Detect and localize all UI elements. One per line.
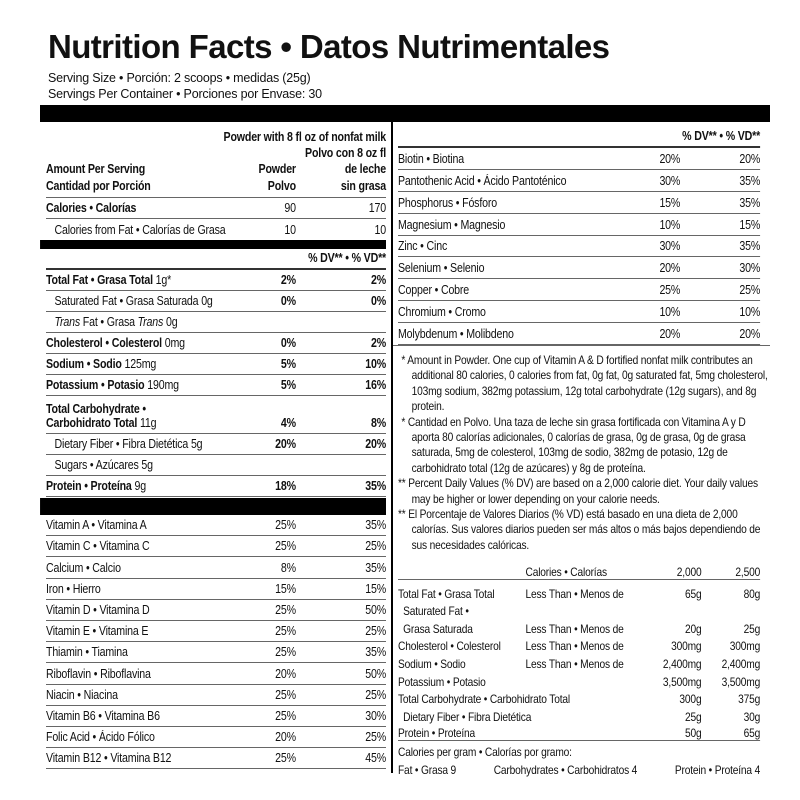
cell: 25g [743,621,761,636]
milk-label-es: sin grasa [340,179,386,193]
thick-divider [40,240,386,249]
vitamin-label: Calcium • Calcio [46,560,121,575]
dv-milk: 50% [365,602,386,617]
vitamin-row [398,148,760,170]
dv-powder: 18% [275,479,296,493]
footnote: ** Percent Daily Values (% DV) are based on a 2,000 calorie diet. Your daily values may be higher or lower depending on your calorie needs. [398,476,758,506]
dv-milk: 15% [365,581,386,596]
calories-label: Calories • Calorías [46,201,137,215]
nutrient-amount: 190mg [144,378,179,392]
dv-powder: 20% [659,261,681,276]
divider [393,345,770,346]
powder-label-es: Polvo [267,179,296,193]
nutrient-amount: 9g [131,479,146,493]
nutrient-name: Total Carbohydrate • [46,402,146,416]
dv-milk: 25% [365,730,386,745]
nutrient-label [55,315,254,329]
dv-powder: 25% [275,624,296,639]
vitamin-label: Vitamin B12 • Vitamina B12 [46,751,172,766]
fat-per-gram: Fat • Grasa 9 [398,763,457,778]
cell: 2,000 [676,565,702,579]
cell: Cholesterol • Colesterol [398,639,501,654]
vitamin-label: Niacin • Niacina [46,687,118,702]
vitamin-label: Chromium • Cromo [398,305,486,320]
footnote: * Cantidad en Polvo. Una taza de leche sin grasa fortificada con Vitamina A y D aporta 80 calorías adicionales, 0 calorías de grasa, 0g de grasa, 0g de grasa saturada, 5mg de colesterol, 103mg de sodio, 382mg de potasio, 12g de carbohidrato total (12g de azúcares) y 8g de proteína. [401,414,746,475]
dv-milk: 20% [365,437,386,451]
nutrient-label [46,378,253,392]
vitamin-row [398,170,760,192]
dv-powder: 15% [659,195,681,210]
dv-milk: 15% [739,217,761,232]
cell: Grasa Saturada [403,621,473,636]
cell: Potassium • Potasio [398,674,486,689]
dv-powder: 8% [280,560,296,575]
nutrient-label [46,273,253,287]
nutrient-amount: Dietary Fiber • Fibra Dietética 5g [54,437,203,451]
dv-header: % DV** • % VD** [682,129,761,143]
vitamin-label: Vitamin A • Vitamina A [46,518,147,533]
vitamin-row [398,279,760,301]
dv-milk: 30% [365,708,386,723]
nutrient-amount: Sugars • Azúcares 5g [54,458,153,472]
dv-milk: 35% [365,518,386,533]
vitamin-label: Selenium • Selenio [398,261,485,276]
with-milk-label: Powder with 8 fl oz of nonfat milk [223,130,386,144]
dv-milk: 35% [739,173,761,188]
footnote: ** El Porcentaje de Valores Diarios (% VD) está basado en una dieta de 2,000 calorías. Sus valores diarios pueden ser más altos o más bajos dependiendo de sus necesidades calóricas. [398,507,761,552]
dv-milk: 25% [739,283,761,298]
cell: 65g [684,586,702,601]
dv-powder: 25% [275,687,296,702]
nutrient-label [55,437,254,451]
dv-powder: 25% [275,708,296,723]
vitamin-row [46,685,386,706]
dv-milk: 35% [739,195,761,210]
calories-fat-label: Calories from Fat • Calorías de Grasa [54,223,226,237]
daily-value-reference-table [398,560,760,777]
dv-powder: 4% [280,416,296,430]
cell: Sodium • Sodio [398,656,466,671]
dv-powder: 25% [275,751,296,766]
cell: 80g [743,586,761,601]
vitamin-row [46,536,386,557]
vitamin-row [398,192,760,214]
cell: 2,500 [735,565,761,579]
vitamin-label: Molybdenum • Molibdeno [398,327,514,342]
nutrient-amount: Saturated Fat • Grasa Saturada 0g [54,294,213,308]
cell: 20g [684,621,702,636]
dv-table-row [398,671,760,689]
vitamin-label: Zinc • Cinc [398,239,448,254]
nutrient-label [46,336,253,350]
thick-divider [40,498,386,515]
nutrient-label [46,479,253,493]
vitamin-label: Iron • Hierro [46,581,101,596]
cell: 300mg [671,639,702,654]
vitamin-list-left [46,515,386,769]
nutrient-row [46,455,386,476]
dv-powder: 5% [280,378,296,392]
footnotes [398,353,768,553]
vitamin-row [398,236,760,258]
nutrient-row [46,434,386,455]
dv-milk: 30% [739,261,761,276]
right-column [398,127,760,345]
nutrient-name: Sodium • Sodio [46,357,122,371]
dv-powder: 10% [659,305,681,320]
nutrient-amount: 11g [137,416,157,430]
nutrient-row [46,476,386,497]
cell: 2,400mg [721,656,761,671]
nutrient-name: Protein • Proteína [46,479,132,493]
vitamin-label: Vitamin B6 • Vitamina B6 [46,708,160,723]
dv-table-row [398,601,760,619]
vitamin-label: Thiamin • Tiamina [46,645,128,660]
calories-fat-powder: 10 [284,223,296,237]
vitamin-row [398,301,760,323]
nutrient-amount: Trans Fat • Grasa Trans 0g [54,315,178,329]
dv-milk: 20% [739,151,761,166]
dv-powder: 30% [659,239,681,254]
dv-header-row [46,249,386,270]
cell: Protein • Proteína [398,726,476,741]
calories-per-gram: Calories per gram • Calorías por gramo: [398,745,572,760]
calories-fat-milk: 10 [374,223,386,237]
cell: 65g [743,726,761,741]
dv-table-row [398,636,760,654]
dv-milk: 20% [739,327,761,342]
nutrient-row [46,333,386,354]
dv-milk: 45% [365,751,386,766]
nutrient-row [46,312,386,333]
cell: 300g [679,692,702,707]
amount-per-serving: Amount Per Serving [46,162,146,176]
nutrient-label [46,357,253,371]
vitamin-row [46,642,386,663]
nutrient-row [46,375,386,396]
cell: 25g [684,709,702,724]
vitamin-label: Phosphorus • Fósforo [398,195,497,210]
vitamin-row [46,621,386,642]
cell: Less Than • Menos de [525,586,624,601]
dv-milk: 2% [370,336,386,350]
cell: Total Carbohydrate • Carbohidrato Total [398,692,570,707]
nutrient-name: Cholesterol • Colesterol [46,336,162,350]
column-divider [391,122,393,773]
cell: Calories • Calorías [525,565,607,579]
dv-powder: 10% [659,217,681,232]
dv-milk: 50% [365,666,386,681]
vitamin-row [398,323,760,345]
dv-powder: 25% [659,283,681,298]
nutrient-label [55,458,254,472]
dv-milk: 35% [365,479,386,493]
calories-per-gram-values [398,763,760,777]
top-divider-bar [40,105,770,122]
dv-powder: 25% [275,539,296,554]
vitamin-row [46,727,386,748]
cell: Saturated Fat • [403,604,469,619]
cell: 375g [738,692,761,707]
dv-table-row [398,583,760,601]
dv-powder: 0% [280,336,296,350]
nutrient-row [46,396,386,434]
dv-milk: 25% [365,624,386,639]
nutrient-name: Potassium • Potasio [46,378,145,392]
cell: Less Than • Menos de [525,621,624,636]
servings-per-container: Servings Per Container • Porciones por Envase: 30 [48,87,322,101]
cell: Total Fat • Grasa Total [398,586,495,601]
vitamin-row [46,706,386,727]
vitamin-row [46,663,386,684]
vitamin-row [46,557,386,578]
nutrient-row [46,270,386,291]
nutrient-row [46,291,386,312]
cell: 3,500mg [721,674,761,689]
cell: 50g [684,726,702,741]
dv-milk: 35% [365,560,386,575]
nutrient-row [46,354,386,375]
protein-per-gram: Protein • Proteína 4 [674,763,761,778]
dv-milk: 10% [739,305,761,320]
vitamin-row [46,515,386,536]
dv-powder: 20% [659,327,681,342]
vitamin-row [398,214,760,236]
dv-milk: 0% [370,294,386,308]
dv-milk: 10% [365,357,386,371]
dv-table-header [398,560,760,580]
calories-fat-row [46,219,386,240]
vitamin-label: Riboflavin • Riboflavina [46,666,151,681]
nutrient-amount: 1g* [152,273,172,287]
calories-milk: 170 [368,201,386,215]
vitamin-row [398,257,760,279]
cell: 2,400mg [662,656,702,671]
dv-powder: 20% [275,666,296,681]
vitamin-label: Vitamin E • Vitamina E [46,624,149,639]
dv-powder: 2% [280,273,296,287]
carb-per-gram: Carbohydrates • Carbohidratos 4 [493,763,638,778]
dv-milk: 2% [370,273,386,287]
cell: 3,500mg [662,674,702,689]
serving-size: Serving Size • Porción: 2 scoops • medidas (25g) [48,71,311,85]
vitamin-row [46,600,386,621]
dv-powder: 25% [275,518,296,533]
dv-milk: 35% [365,645,386,660]
dv-header: % DV** • % VD** [308,251,386,265]
dv-table-row [398,706,760,724]
dv-table-row [398,618,760,636]
dv-milk: 25% [365,687,386,702]
vitamin-label: Vitamin D • Vitamina D [46,602,150,617]
nutrient-list [46,270,386,497]
left-column [46,128,386,769]
vitamin-label: Biotin • Biotina [398,151,464,166]
nutrient-amount: 125mg [121,357,157,371]
dv-table-row [398,653,760,671]
powder-label: Powder [258,162,296,176]
vitamin-label: Vitamin C • Vitamina C [46,539,150,554]
dv-table-row [398,689,760,707]
dv-powder: 20% [659,151,681,166]
footnote: * Amount in Powder. One cup of Vitamin A & D fortified nonfat milk contributes an additional 80 calories, 0 calories from fat, 0g fat, 0g saturated fat, 5mg cholesterol, 103mg sodium, 382mg potassium, 12g total carbohydrate (12g sugars), and 8g protein. [401,353,768,414]
calories-powder: 90 [284,201,296,215]
nutrient-name: Carbohidrato Total [46,416,138,430]
milk-label: de leche [344,162,386,176]
dv-powder: 30% [659,173,681,188]
dv-milk: 8% [370,416,386,430]
amount-per-serving-es: Cantidad por Porción [46,179,151,193]
cell: 30g [743,709,761,724]
vitamin-list-right [398,148,760,345]
dv-powder: 25% [275,602,296,617]
dv-powder: 15% [275,581,296,596]
dv-powder: 0% [280,294,296,308]
dv-powder: 20% [275,730,296,745]
dv-powder: 25% [275,645,296,660]
vitamin-label: Copper • Cobre [398,283,470,298]
dv-powder: 5% [280,357,296,371]
vitamin-label: Pantothenic Acid • Ácido Pantoténico [398,173,567,188]
vitamin-label: Folic Acid • Ácido Fólico [46,730,155,745]
cell: Less Than • Menos de [525,656,624,671]
dv-milk: 35% [739,239,761,254]
vitamin-row [46,579,386,600]
calories-row [46,198,386,219]
vitamin-row [46,748,386,769]
dv-table-row [398,724,760,742]
page-title: Nutrition Facts • Datos Nutrimentales [48,28,610,65]
cell: 300mg [729,639,761,654]
cell: Dietary Fiber • Fibra Dietética [403,709,532,724]
dv-milk: 16% [365,378,386,392]
dv-milk: 25% [365,539,386,554]
dv-powder: 20% [275,437,296,451]
nutrient-name: Total Fat • Grasa Total [46,273,153,287]
nutrient-amount: 0mg [161,336,185,350]
with-milk-label-es: Polvo con 8 oz fl [305,146,386,160]
cell: Less Than • Menos de [525,639,624,654]
vitamin-label: Magnesium • Magnesio [398,217,506,232]
serving-header [46,128,386,198]
dv-header-row-right [398,127,760,148]
nutrient-label [55,294,254,308]
nutrient-label [46,402,253,430]
